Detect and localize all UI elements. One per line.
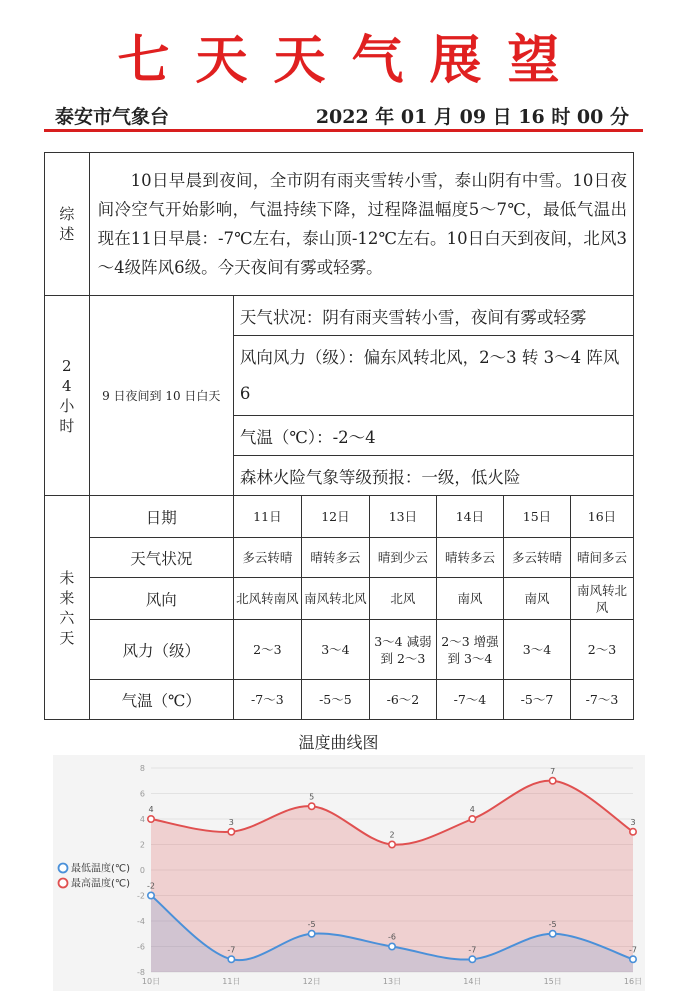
data-point (228, 829, 234, 835)
legend-marker (59, 864, 68, 873)
day-wind-force: 3～4 (503, 620, 570, 680)
day-date: 14日 (436, 496, 503, 538)
agency-name: 泰安市气象台 (55, 106, 170, 128)
day-wind-force: 2～3 (570, 620, 633, 680)
day-weather: 晴转多云 (301, 538, 369, 578)
x-tick-label: 14日 (463, 977, 482, 986)
row-label-date: 日期 (89, 496, 233, 538)
forecast-label: 未来六天 (45, 496, 90, 720)
chart-title: 温度曲线图 (298, 733, 379, 752)
day-weather: 晴到少云 (369, 538, 436, 578)
y-tick-label: -6 (137, 942, 145, 952)
y-tick-label: -4 (137, 917, 145, 926)
data-label: -7 (468, 945, 477, 955)
legend-marker (59, 879, 68, 888)
day-weather: 多云转晴 (233, 538, 301, 578)
day-temp: -6～2 (369, 680, 436, 720)
data-point (148, 816, 154, 822)
day-temp: -7～3 (233, 680, 301, 720)
y-tick-label: -2 (137, 891, 145, 901)
data-point (148, 892, 154, 898)
h24-fire: 森林火险气象等级预报：一级，低火险 (233, 456, 633, 496)
y-tick-label: 6 (139, 789, 145, 799)
day-temp: -5～7 (503, 680, 570, 720)
data-label: 7 (550, 766, 556, 776)
data-label: -5 (548, 919, 557, 929)
issue-time: 2022 年 01 月 09 日 16 时 00 分 (315, 106, 629, 128)
h24-temp: 气温（℃）：-2～4 (233, 416, 633, 456)
data-label: 5 (309, 792, 315, 802)
data-point (228, 956, 234, 962)
summary-text: 10日早晨到夜间，全市阴有雨夹雪转小雪，泰山阴有中雪。10日夜间冷空气开始影响，气温持续下降，过程降温幅度5～7℃，最低气温出现在11日早晨：-7℃左右，泰山顶-12℃左右。10日白天到夜间，北风3～4级阵风6级。今天夜间有雾或轻雾。 (89, 153, 633, 296)
data-label: -2 (147, 881, 155, 891)
temperature-chart (53, 755, 645, 991)
x-tick-label: 13日 (382, 977, 402, 986)
day-weather: 晴转多云 (436, 538, 503, 578)
page-title: 七天天气展望 (117, 30, 586, 91)
day-date: 13日 (369, 496, 436, 538)
h24-period: 9 日夜间到 10 日白天 (89, 296, 233, 496)
day-wind-dir: 南风转北风 (570, 578, 633, 620)
legend-label: 最高温度(℃) (71, 878, 131, 890)
x-tick-label: 16日 (623, 977, 643, 986)
day-wind-dir: 北风转南风 (233, 578, 301, 620)
summary-label: 综述 (45, 153, 90, 296)
data-label: 3 (228, 817, 234, 827)
data-label: 4 (469, 805, 475, 814)
h24-wind: 风向风力（级）：偏东风转北风，2～3 转 3～4 阵风 6 (233, 336, 633, 416)
x-tick-label: 10日 (141, 977, 161, 986)
day-date: 15日 (503, 496, 570, 538)
data-label: -5 (307, 919, 316, 929)
row-label-weather: 天气状况 (89, 538, 233, 578)
y-tick-label: 2 (139, 840, 145, 850)
row-label-wind-force: 风力（级） (89, 620, 233, 680)
data-point (469, 816, 475, 822)
y-tick-label: 4 (139, 815, 145, 824)
day-wind-dir: 南风转北风 (301, 578, 369, 620)
data-point (389, 841, 395, 847)
row-label-temp: 气温（℃） (89, 680, 233, 720)
legend-label: 最低温度(℃) (71, 863, 131, 875)
day-wind-force: 3～4 (301, 620, 369, 680)
day-date: 12日 (301, 496, 369, 538)
day-wind-force: 2～3 增强到 3～4 (436, 620, 503, 680)
data-label: -7 (227, 945, 236, 955)
day-date: 11日 (233, 496, 301, 538)
day-date: 16日 (570, 496, 633, 538)
y-tick-label: 0 (139, 866, 145, 875)
day-temp: -7～4 (436, 680, 503, 720)
data-point (308, 931, 314, 937)
x-tick-label: 12日 (302, 977, 321, 986)
h24-label: 24小时 (45, 296, 90, 496)
day-wind-force: 3～4 减弱到 2～3 (369, 620, 436, 680)
data-point (469, 956, 475, 962)
day-temp: -5～5 (301, 680, 369, 720)
data-label: 4 (148, 805, 154, 814)
data-point (389, 943, 395, 949)
data-label: -7 (629, 945, 637, 955)
x-tick-label: 15日 (543, 977, 562, 986)
data-point (630, 829, 636, 835)
day-temp: -7～3 (570, 680, 633, 720)
y-tick-label: 8 (139, 764, 145, 773)
h24-weather: 天气状况：阴有雨夹雪转小雪，夜间有雾或轻雾 (233, 296, 633, 336)
data-point (308, 803, 314, 809)
day-wind-force: 2～3 (233, 620, 301, 680)
day-wind-dir: 北风 (369, 578, 436, 620)
data-point (549, 931, 555, 937)
data-label: 3 (630, 817, 636, 827)
data-point (630, 956, 636, 962)
day-wind-dir: 南风 (436, 578, 503, 620)
day-wind-dir: 南风 (503, 578, 570, 620)
row-label-wind-dir: 风向 (89, 578, 233, 620)
data-label: 2 (389, 830, 395, 840)
data-label: -6 (388, 932, 396, 942)
day-weather: 晴间多云 (570, 538, 633, 578)
x-tick-label: 11日 (222, 977, 241, 986)
y-tick-label: -8 (137, 968, 145, 977)
forecast-table (44, 152, 634, 720)
data-point (549, 778, 555, 784)
day-weather: 多云转晴 (503, 538, 570, 578)
header-divider (44, 129, 643, 132)
